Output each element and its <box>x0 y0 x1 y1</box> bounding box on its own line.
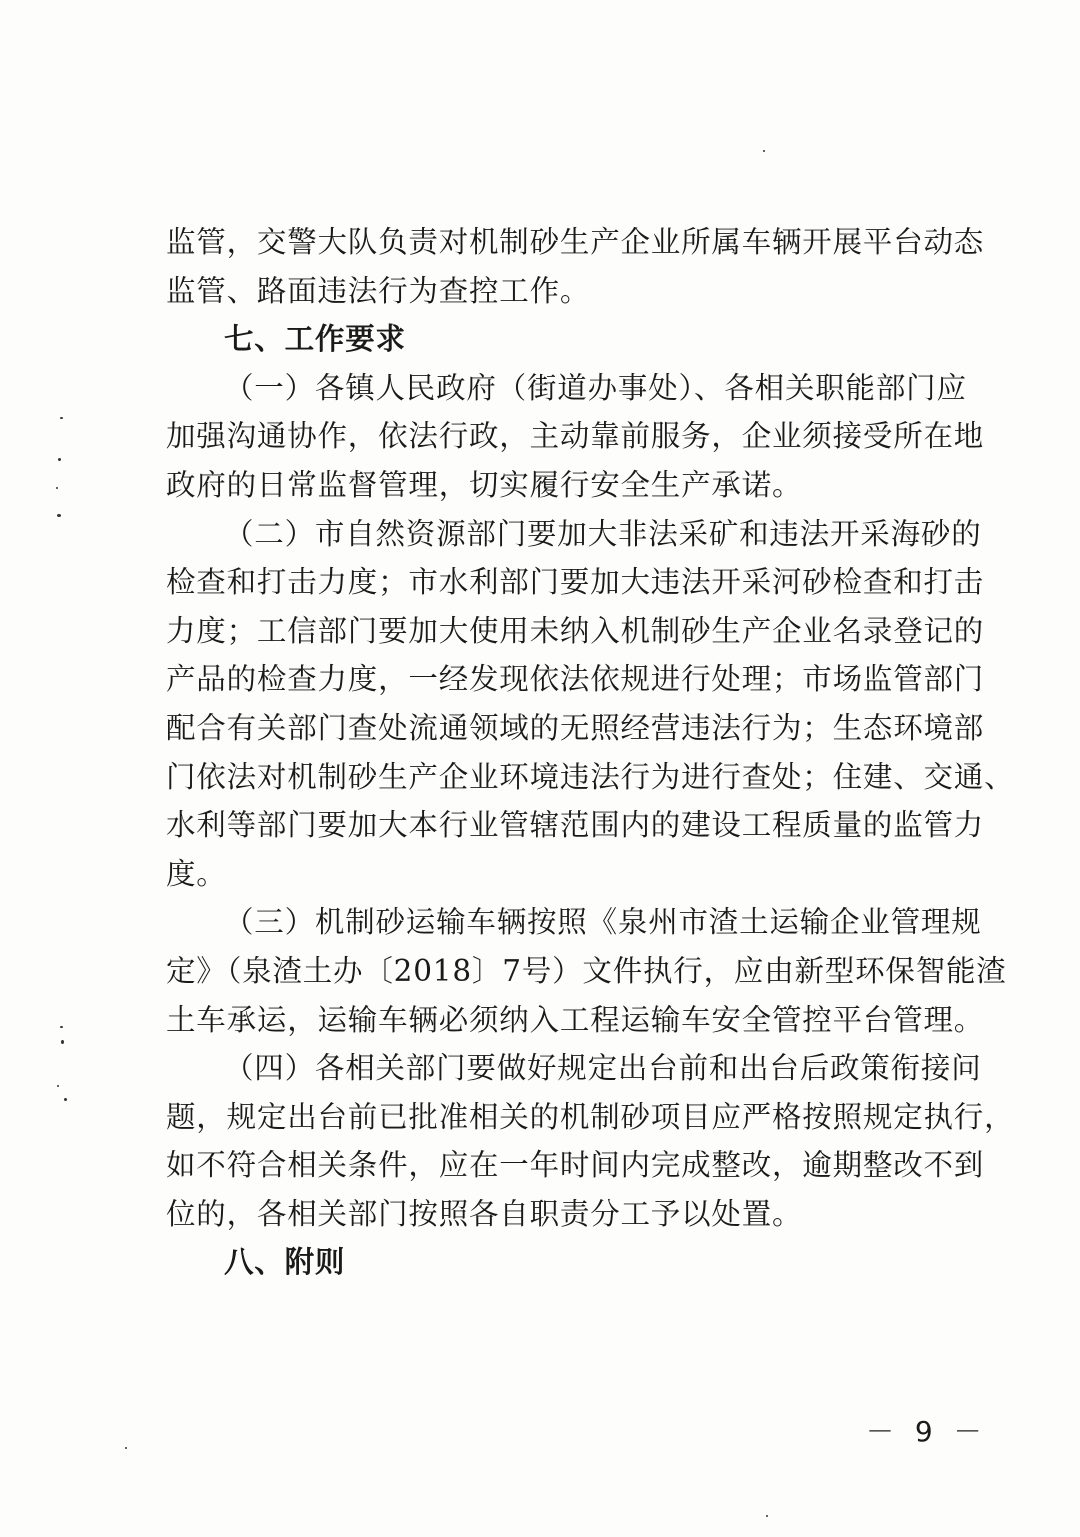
text-line: 加强沟通协作，依法行政，主动靠前服务，企业须接受所在地 <box>166 419 985 454</box>
text-line: 配合有关部门查处流通领域的无照经营违法行为；生态环境部 <box>166 710 985 745</box>
scan-speck <box>763 150 765 152</box>
scan-speck <box>60 1026 63 1028</box>
text-line: 定》（泉渣土办〔2018〕7号）文件执行，应由新型环保智能渣 <box>166 953 1007 988</box>
text-line: 题，规定出台前已批准相关的机制砂项目应严格按照规定执行， <box>166 1099 1015 1134</box>
scan-speck <box>58 458 61 461</box>
scan-speck <box>64 1098 67 1101</box>
scan-speck <box>766 1515 768 1517</box>
section-heading: 七、工作要求 <box>224 321 406 357</box>
text-line: 度。 <box>166 856 227 891</box>
scan-speck <box>125 1447 127 1449</box>
text-line: 如不符合相关条件，应在一年时间内完成整改，逾期整改不到 <box>166 1148 985 1183</box>
text-line: 位的，各相关部门按照各自职责分工予以处置。 <box>166 1196 803 1231</box>
text-line: 力度；工信部门要加大使用未纳入机制砂生产企业名录登记的 <box>166 613 985 648</box>
scan-speck <box>57 1085 59 1087</box>
text-line: 政府的日常监督管理，切实履行安全生产承诺。 <box>166 467 803 502</box>
text-line: 监管、路面违法行为查控工作。 <box>166 273 591 308</box>
scan-speck <box>61 1040 64 1044</box>
scan-speck <box>60 417 63 419</box>
scan-speck <box>56 487 58 489</box>
text-line: （一）各镇人民政府（街道办事处）、各相关职能部门应 <box>224 370 967 405</box>
document-body <box>166 218 1015 1287</box>
text-line: （四）各相关部门要做好规定出台前和出台后政策衔接问 <box>224 1051 982 1086</box>
page-number: － 9 － <box>866 1415 988 1448</box>
text-line: （三）机制砂运输车辆按照《泉州市渣土运输企业管理规 <box>224 905 982 940</box>
text-line: 水利等部门要加大本行业管辖范围内的建设工程质量的监管力 <box>166 808 985 843</box>
text-line: 监管，交警大队负责对机制砂生产企业所属车辆开展平台动态 <box>166 225 985 259</box>
section-heading: 八、附则 <box>224 1244 346 1280</box>
text-line: 检查和打击力度；市水利部门要加大违法开采河砂检查和打击 <box>166 565 985 600</box>
text-line: 门依法对机制砂生产企业环境违法行为进行查处；住建、交通、 <box>166 759 1015 794</box>
text-line: 产品的检查力度，一经发现依法依规进行处理；市场监管部门 <box>166 662 985 697</box>
scan-speck <box>57 514 61 517</box>
text-line: 土车承运，运输车辆必须纳入工程运输车安全管控平台管理。 <box>166 1002 985 1037</box>
text-line: （二）市自然资源部门要加大非法采矿和违法开采海砂的 <box>224 516 982 551</box>
